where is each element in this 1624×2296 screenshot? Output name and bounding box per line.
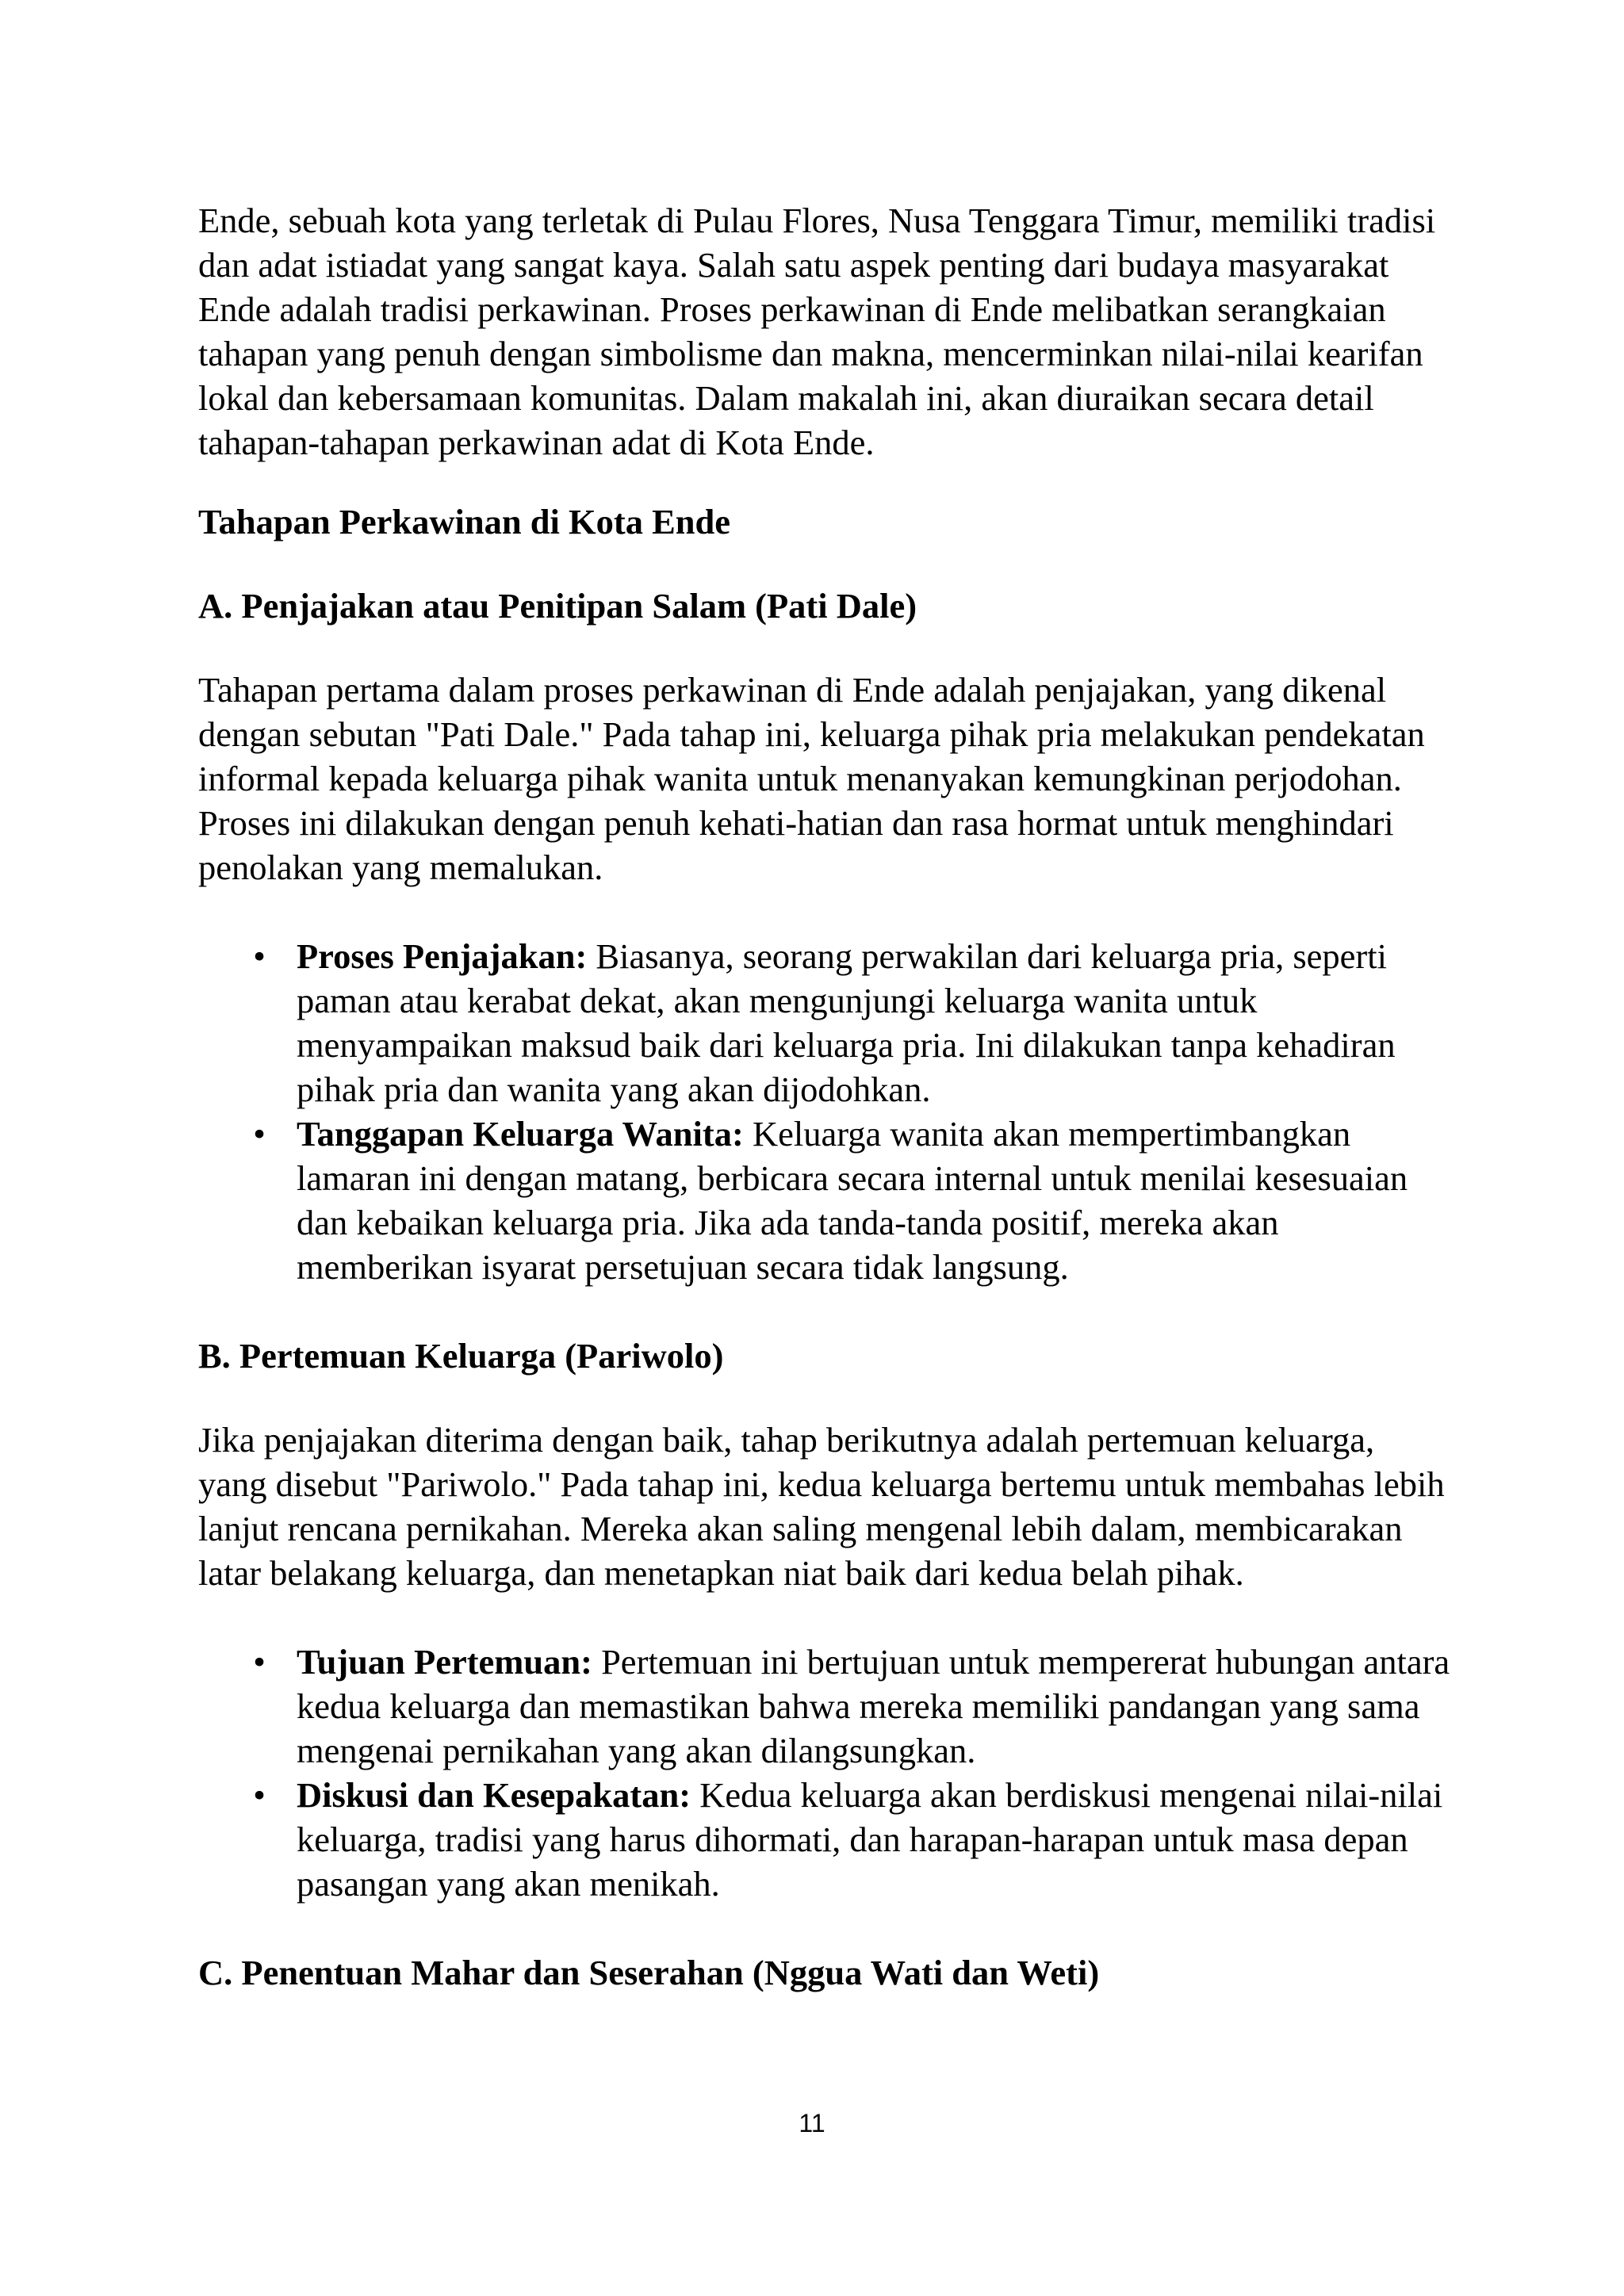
list-item bbox=[198, 1773, 1451, 1906]
bullet-glyph: • bbox=[253, 1775, 266, 1815]
section-a-paragraph: Tahapan pertama dalam proses perkawinan di Ende adalah penjajakan, yang dikenal dengan sebutan "Pati Dale." Pada tahap ini, keluarga pihak pria melakukan pendekatan informal kepada keluarga pihak wanita untuk menanyakan kemungkinan perjodohan. Proses ini dilakukan dengan penuh kehati-hatian dan rasa hormat untuk menghindari penolakan yang memalukan. bbox=[198, 670, 1425, 887]
list-item bbox=[198, 1640, 1451, 1773]
bullet-text: Biasanya, seorang perwakilan dari keluarga pria, seperti paman atau kerabat dekat, akan mengunjungi keluarga wanita untuk menyampaikan maksud baik dari keluarga pria. Ini dilakukan tanpa kehadiran pihak pria dan wanita yang akan dijodohkan. bbox=[297, 936, 1396, 1109]
bullet-text: Keluarga wanita akan mempertimbangkan lamaran ini dengan matang, berbicara secara internal untuk menilai kesesuaian dan kebaikan keluarga pria. Jika ada tanda-tanda positif, mereka akan memberikan isyarat persetujuan secara tidak langsung. bbox=[297, 1114, 1408, 1287]
section-a-bullet-list bbox=[198, 934, 1451, 1289]
page-content bbox=[198, 198, 1451, 1995]
section-b-heading: B. Pertemuan Keluarga (Pariwolo) bbox=[198, 1336, 724, 1376]
bullet-term: Diskusi dan Kesepakatan: bbox=[297, 1775, 691, 1815]
bullet-glyph: • bbox=[253, 1114, 266, 1154]
section-b-paragraph: Jika penjajakan diterima dengan baik, tahap berikutnya adalah pertemuan keluarga, yang disebut "Pariwolo." Pada tahap ini, kedua keluarga bertemu untuk membahas lebih lanjut rencana pernikahan. Mereka akan saling mengenal lebih dalam, membicarakan latar belakang keluarga, dan menetapkan niat baik dari kedua belah pihak. bbox=[198, 1420, 1445, 1593]
bullet-text: Pertemuan ini bertujuan untuk mempererat hubungan antara kedua keluarga dan memastikan bahwa mereka memiliki pandangan yang sama mengenai pernikahan yang akan dilangsungkan. bbox=[297, 1642, 1450, 1770]
bullet-text: Kedua keluarga akan berdiskusi mengenai nilai-nilai keluarga, tradisi yang harus dihormati, dan harapan-harapan untuk masa depan pasangan yang akan menikah. bbox=[297, 1775, 1443, 1904]
intro-paragraph: Ende, sebuah kota yang terletak di Pulau Flores, Nusa Tenggara Timur, memiliki tradisi dan adat istiadat yang sangat kaya. Salah satu aspek penting dari budaya masyarakat Ende adalah tradisi perkawinan. Proses perkawinan di Ende melibatkan serangkaian tahapan yang penuh dengan simbolisme dan makna, mencerminkan nilai-nilai kearifan lokal dan kebersamaan komunitas. Dalam makalah ini, akan diuraikan secara detail tahapan-tahapan perkawinan adat di Kota Ende. bbox=[198, 201, 1436, 462]
bullet-term: Proses Penjajakan: bbox=[297, 936, 588, 976]
list-item bbox=[198, 1112, 1451, 1289]
section-b-bullet-list bbox=[198, 1640, 1451, 1906]
bullet-term: Tujuan Pertemuan: bbox=[297, 1642, 592, 1682]
bullet-term: Tanggapan Keluarga Wanita: bbox=[297, 1114, 744, 1154]
page-number: 11 bbox=[799, 2109, 825, 2137]
section-c-heading: C. Penentuan Mahar dan Seserahan (Nggua Wati dan Weti) bbox=[198, 1953, 1100, 1992]
bullet-glyph: • bbox=[253, 936, 266, 976]
main-heading: Tahapan Perkawinan di Kota Ende bbox=[198, 502, 730, 541]
section-a-heading: A. Penjajakan atau Penitipan Salam (Pati Dale) bbox=[198, 586, 917, 626]
bullet-glyph: • bbox=[253, 1642, 266, 1682]
list-item bbox=[198, 934, 1451, 1112]
